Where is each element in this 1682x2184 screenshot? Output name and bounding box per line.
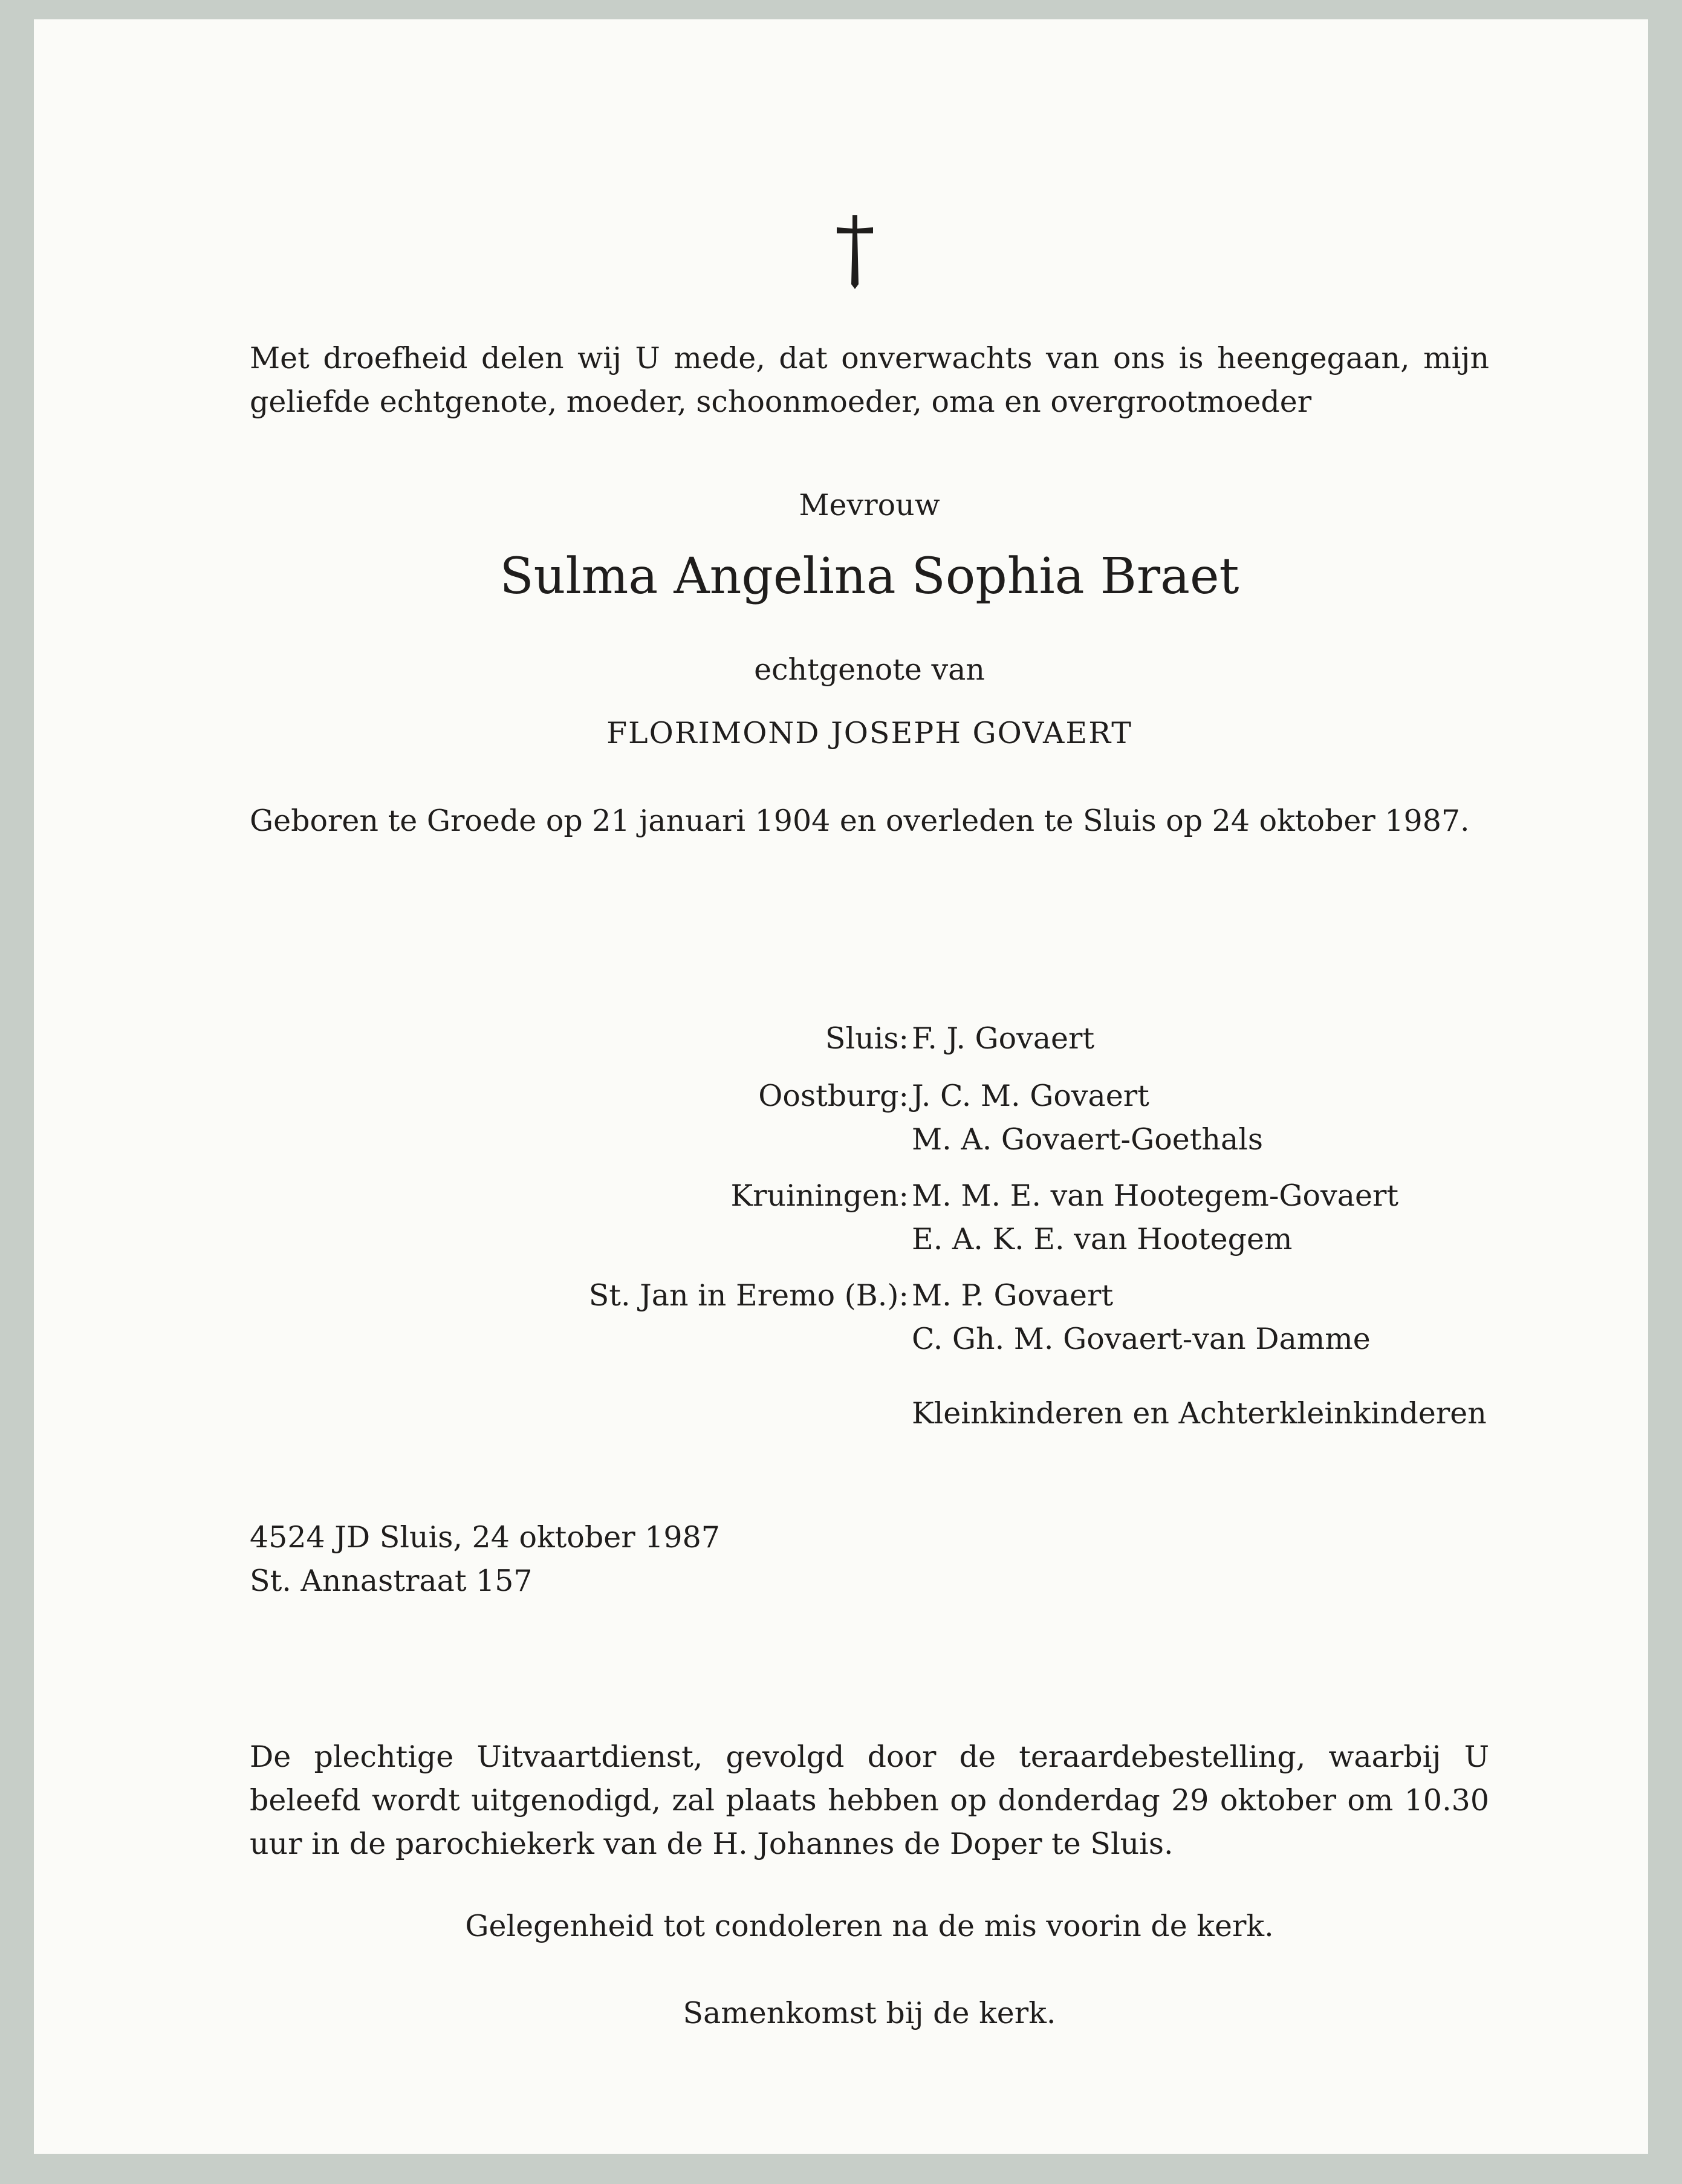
relative-name: C. Gh. M. Govaert-van Damme	[912, 1322, 1371, 1356]
spouse-prefix: echtgenote van	[754, 652, 985, 687]
condolence-line: Gelegenheid tot condoleren na de mis voorin de kerk.	[465, 1909, 1274, 1943]
relative-name: M. M. E. van Hootegem-Govaert	[912, 1178, 1399, 1213]
deceased-name: Sulma Angelina Sophia Braet	[499, 548, 1239, 605]
mourning-card	[34, 19, 1648, 2154]
relative-place: Oostburg:	[758, 1079, 909, 1113]
spouse-name: FLORIMOND JOSEPH GOVAERT	[606, 716, 1132, 750]
service-paragraph: De plechtige Uitvaartdienst, gevolgd door de teraardebestelling, waarbij U beleefd wordt uitgenodigd, zal plaats hebben op donderdag 29 oktober om 10.30 uur in de parochiekerk van de H. Johannes de Doper te Sluis.	[250, 1740, 1489, 1861]
gathering-line: Samenkomst bij de kerk.	[683, 1996, 1056, 2030]
relative-name: M. P. Govaert	[912, 1278, 1114, 1313]
intro-text: Met droefheid delen wij U mede, dat onverwachts van ons is heengegaan, mijn geliefde echtgenote, moeder, schoonmoeder, oma en overgrootmoeder	[250, 341, 1489, 419]
cross-icon	[831, 213, 879, 290]
birth-death-line: Geboren te Groede op 21 januari 1904 en overleden te Sluis op 24 oktober 1987.	[250, 804, 1470, 838]
relative-name: M. A. Govaert-Goethals	[912, 1122, 1263, 1157]
relative-name: E. A. K. E. van Hootegem	[912, 1222, 1293, 1256]
relative-name: F. J. Govaert	[912, 1021, 1095, 1056]
relative-place: Kruiningen:	[730, 1178, 909, 1213]
address-line-2: St. Annastraat 157	[250, 1564, 533, 1598]
address-line-1: 4524 JD Sluis, 24 oktober 1987	[250, 1520, 720, 1555]
relative-place: St. Jan in Eremo (B.):	[588, 1278, 909, 1313]
relative-place: Sluis:	[825, 1021, 909, 1056]
grandchildren-line: Kleinkinderen en Achterkleinkinderen	[912, 1396, 1487, 1431]
relative-name: J. C. M. Govaert	[912, 1079, 1149, 1113]
honorific: Mevrouw	[799, 488, 940, 522]
